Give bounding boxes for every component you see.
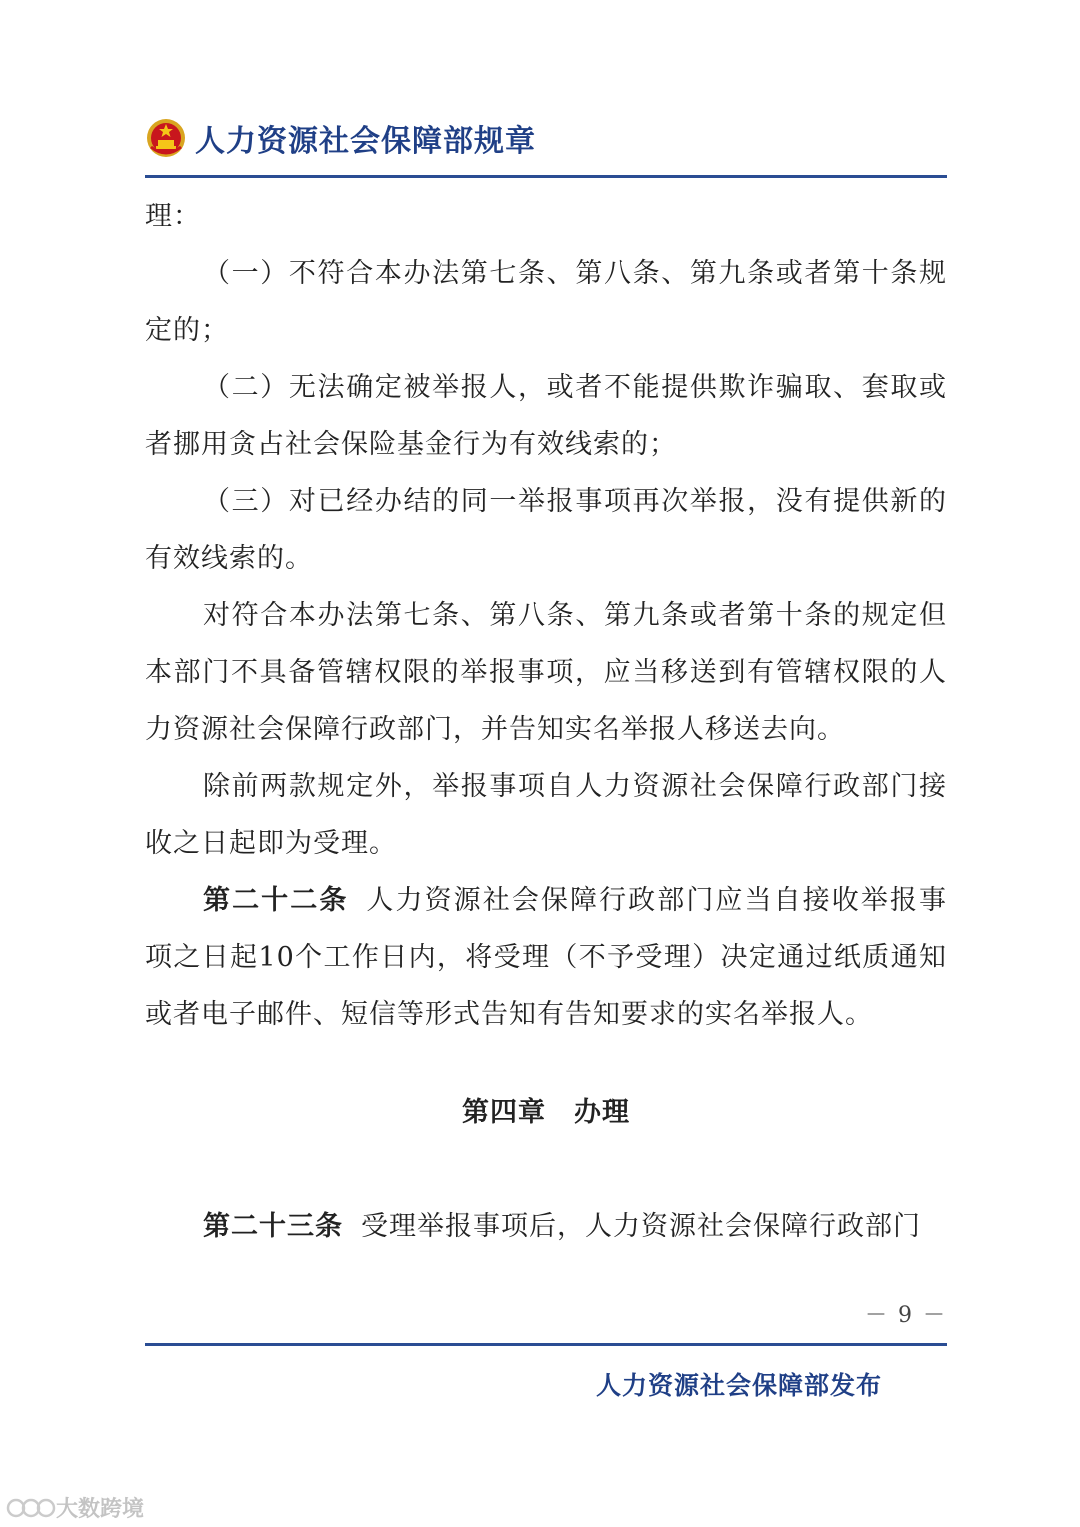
- page-number: － 9 －: [865, 1303, 947, 1328]
- watermark-text: 大数跨境: [56, 1497, 145, 1522]
- national-emblem-icon: [145, 117, 187, 159]
- paragraph: （三）对已经办结的同一举报事项再次举报，没有提供新的有效线索的。: [145, 486, 947, 574]
- article-22: [145, 872, 947, 1043]
- paragraph: 除前两款规定外，举报事项自人力资源社会保障行政部门接收之日起即为受理。: [145, 771, 947, 859]
- watermark-logo-icon: [6, 1495, 56, 1521]
- watermark: [6, 1492, 144, 1523]
- paragraph: （二）无法确定被举报人，或者不能提供欺诈骗取、套取或者挪用贪占社会保险基金行为有效线索的；: [145, 372, 947, 460]
- header-title: 人力资源社会保障部规章: [195, 124, 536, 159]
- article-23: [145, 1198, 947, 1255]
- article-22-text: 人力资源社会保障行政部门应当自接收举报事项之日起10个工作日内，将受理（不予受理）决定通过纸质通知或者电子邮件、短信等形式告知有告知要求的实名举报人。: [145, 885, 948, 1030]
- article-22-label: 第二十二条: [203, 885, 349, 916]
- article-23-text: 受理举报事项后，人力资源社会保障行政部门: [361, 1211, 921, 1242]
- page-header: [145, 112, 536, 164]
- article-23-label: 第二十三条: [203, 1211, 343, 1242]
- paragraph: 理：: [145, 201, 201, 232]
- footer-rule: [145, 1343, 947, 1346]
- document-body: [145, 188, 947, 1043]
- header-rule: [145, 175, 947, 178]
- chapter-heading: 第四章 办理: [462, 1097, 630, 1128]
- paragraph: 对符合本办法第七条、第八条、第九条或者第十条的规定但本部门不具备管辖权限的举报事项，应当移送到有管辖权限的人力资源社会保障行政部门，并告知实名举报人移送去向。: [145, 600, 947, 745]
- publisher: 人力资源社会保障部发布: [595, 1371, 882, 1400]
- document-body-continued: [145, 1198, 947, 1255]
- paragraph: （一）不符合本办法第七条、第八条、第九条或者第十条规定的；: [145, 258, 947, 346]
